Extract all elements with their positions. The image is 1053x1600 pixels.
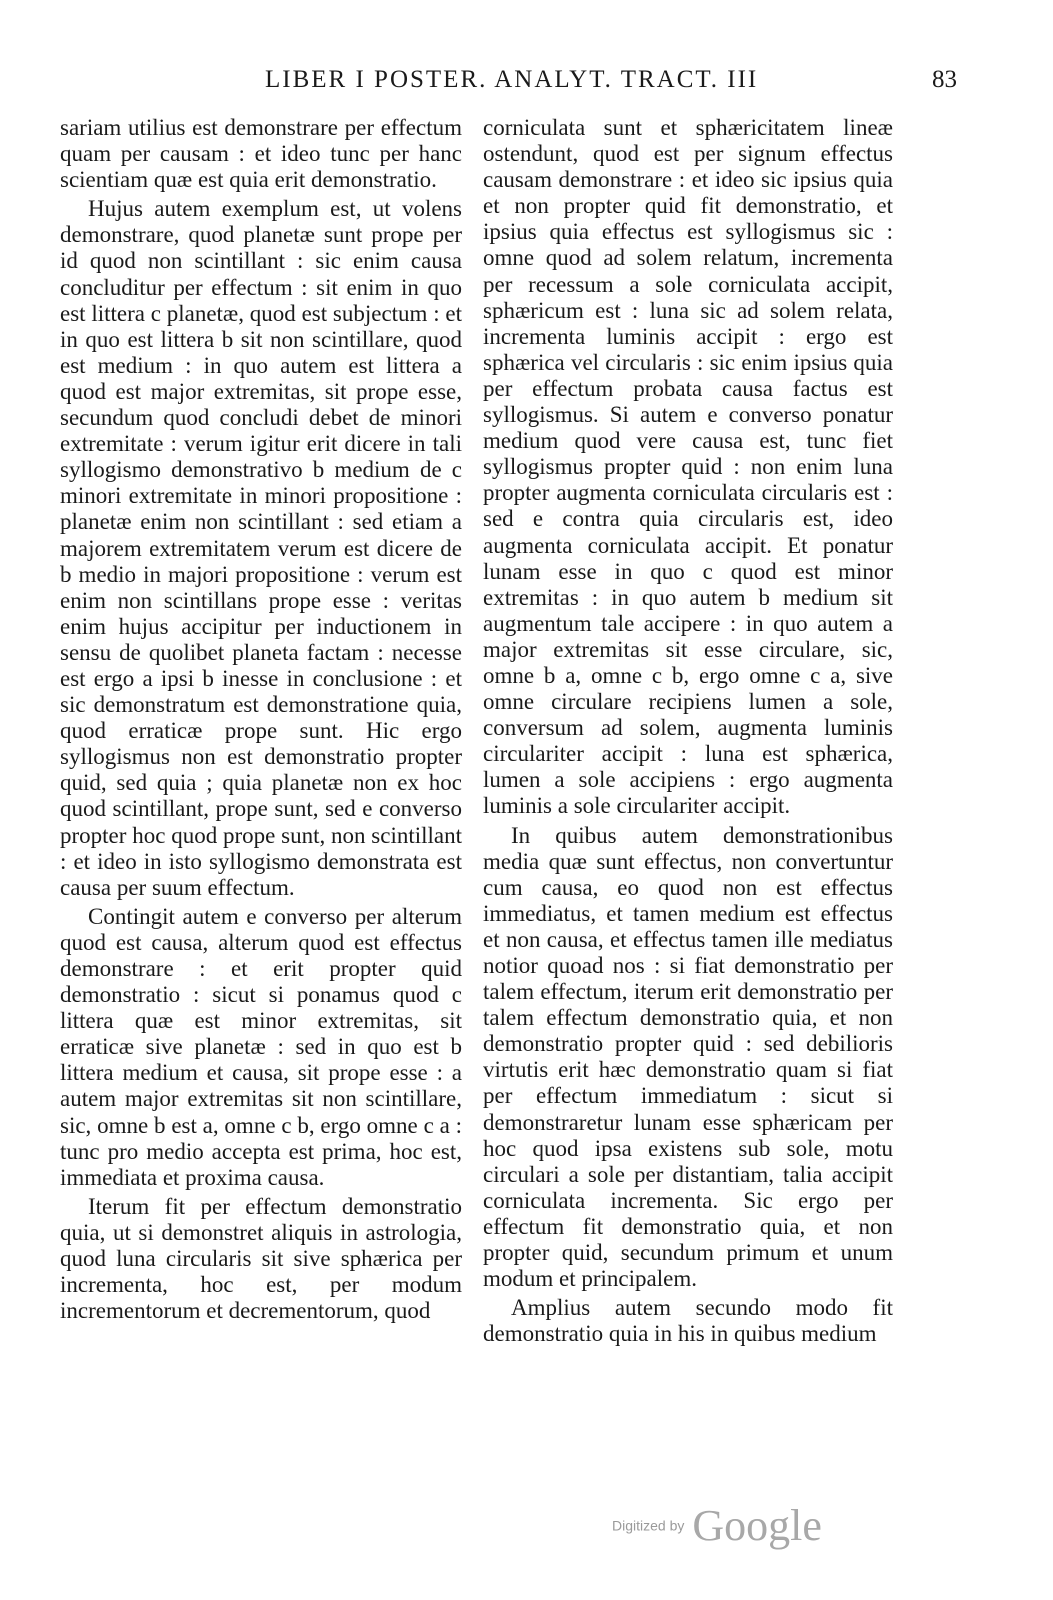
right-paragraph-1: corniculata sunt et sphæricitatem lineæ ostendunt, quod est per signum effectus causam demonstrare : et ideo sic ipsius quia et non propter quid fit demonstratio, et ipsius quia effectus est syllogismus sic : omne quod ad solem relatum, incrementa per recessum a sole corniculata accipit, sphæricum est : luna sic ad solem relata, incrementa luminis accipit : ergo est sphærica vel circularis : sic enim ipsius quia per effectum probata causa factus est syllogismus. Si autem e converso ponatur medium quod vere causa est, tunc fiet syllogismus propter quid : non enim luna propter augmenta corniculata circularis est : sed e contra quia circularis est, ideo augmenta corniculata accipit. Et ponatur lunam esse in quo c quod est minor extremitas : in quo autem b medium sit augmentum tale accipere : in quo autem a major extremitas sit esse circulare, sic, omne b a, omne c b, ergo omne c a, sive omne circulare recipiens lumen a sole, conversum ad solem, augmenta luminis circulariter accipit : luna est sphærica, lumen a sole accipiens : ergo augmenta luminis a sole circulariter accipit. — [483, 115, 893, 819]
google-logo: Google — [692, 1501, 822, 1550]
right-paragraph-2: In quibus autem demonstrationibus media quæ sunt effectus, non convertuntur cum causa, eo quod non est effectus immediatus, et tamen medium est effectus et non causa, et effectus tamen ille mediatus notior quoad nos : si fiat demonstratio per talem effectum, iterum erit demonstratio per talem effectum demonstratio quia, et non demonstratio propter quid : sed debilioris virtutis erit hæc demonstratio quam si fiat per effectum immediatum : sicut si demonstraretur lunam esse sphæricam per hoc quod ipsa existens sub sole, motu circulari a sole per distantiam, talia accipit corniculata incrementa. Sic ergo per effectum fit demonstratio quia, et non propter quid, secundum primum et unum modum et principalem. — [483, 822, 893, 1292]
left-column — [60, 115, 462, 1324]
left-paragraph-1: sariam utilius est demonstrare per effectum quam per causam : et ideo tunc per hanc scientiam quæ est quia erit demonstratio. — [60, 115, 462, 193]
left-paragraph-3: Contingit autem e converso per alterum quod est causa, alterum quod est effectus demonstrare : et erit propter quid demonstratio : sicut si ponamus quod c littera quæ est minor extremitas, sit erraticæ sive planetæ : sed in quo est b littera medium et causa, sit prope esse : a autem major extremitas sit non scintillare, sic, omne b est a, omne c b, ergo omne c a : tunc pro medio accepta est prima, hoc est, immediata et proxima causa. — [60, 903, 462, 1190]
digitized-by-label: Digitized by — [612, 1517, 685, 1534]
right-paragraph-3: Amplius autem secundo modo fit demonstratio quia in his in quibus medium — [483, 1295, 893, 1347]
google-watermark — [612, 1500, 822, 1550]
left-paragraph-4: Iterum fit per effectum demonstratio quia, ut si demonstret aliquis in astrologia, quod luna circularis sit sive sphærica per incrementa, hoc est, per modum incrementorum et decrementorum, quod — [60, 1193, 462, 1324]
page-header — [60, 66, 995, 102]
page-number: 83 — [932, 66, 957, 93]
right-column — [483, 115, 893, 1347]
running-title: LIBER I POSTER. ANALYT. TRACT. III — [265, 66, 759, 93]
left-paragraph-2: Hujus autem exemplum est, ut volens demonstrare, quod planetæ sunt prope per id quod non scintillant : sic enim causa concluditur per effectum : sit enim in quo est littera c planetæ, quod est subjectum : et in quo est littera b sit non scintillare, quod est medium : in quo autem est littera a quod est major extremitas, sit prope esse, secundum quod concludi debet de minori extremitate : verum igitur erit dicere in tali syllogismo demonstrativo b medium de c minori extremitate in minori propositione : planetæ enim non scintillant : sed etiam a majorem extremitatem verum est dicere de b medio in majori propositione : verum est enim non scintillans prope esse : veritas enim hujus accipitur per inductionem in sensu de quolibet planeta factam : necesse est ergo a ipsi b inesse in conclusione : et sic demonstratum est demonstratione quia, quod erraticæ prope sunt. Hic ergo syllogismus non est demonstratio propter quid, sed quia ; quia planetæ non ex hoc quod scintillant, prope sunt, sed e converso propter hoc quod prope sunt, non scintillant : et ideo in isto syllogismo demonstrata est causa per suum effectum. — [60, 196, 462, 900]
